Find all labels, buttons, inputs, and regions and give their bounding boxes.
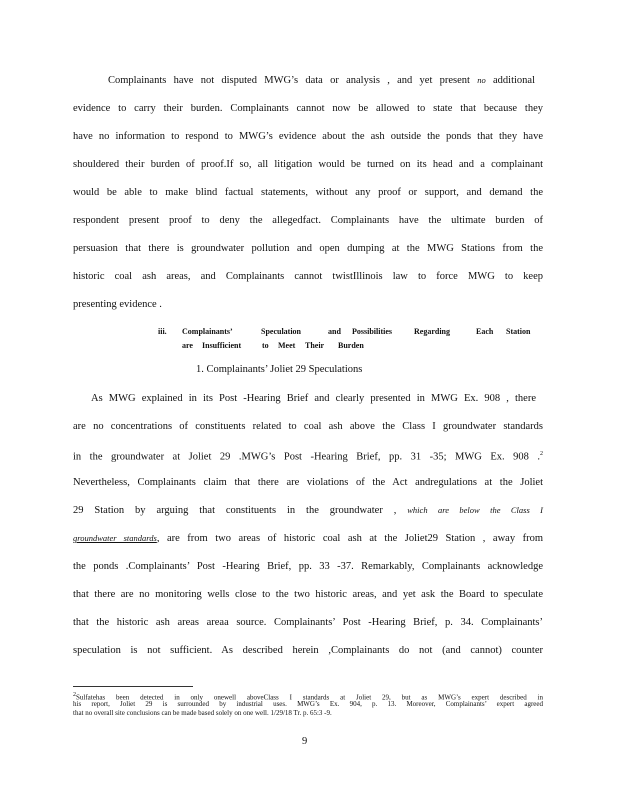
footnote-line-2: his report, Joliet 29 is surrounded by industrial uses. MWG’s Ex. 904, p. 13. Moreover, Complainants’ expert agreed (73, 700, 543, 708)
para1-line-9: presenting evidence . (73, 299, 162, 310)
heading-word-6: Each (476, 327, 494, 336)
heading-word-13: Burden (338, 341, 364, 350)
heading-word-12: Their (305, 341, 325, 350)
heading-word-4: Possibilities (352, 327, 393, 336)
para1-line-7: persuasion that there is groundwater pollution and open dumping at the MWG Stations from the (73, 243, 543, 254)
para2-line-4: Nevertheless, Complainants claim that there are violations of the Act andregulations at the Joliet (73, 477, 543, 488)
para2-line-3: in the groundwater at Joliet 29 .MWG’s Post -Hearing Brief, pp. 31 -35; MWG Ex. 908 .$^2$ (73, 451, 543, 463)
heading-word-11: Meet (278, 341, 296, 350)
heading-word-3: and (328, 327, 341, 336)
para2-italic: which are below the Class I (407, 505, 544, 515)
para2-italic-underlined: groundwater standards (73, 533, 157, 543)
para2-line-7: the ponds .Complainants’ Post -Hearing Brief, pp. 33 -37. Remarkably, Complainants acknowledge (73, 561, 543, 572)
para1-line-2: evidence to carry their burden. Complainants cannot now be allowed to state that because they (73, 103, 543, 114)
section-numeral: iii. (158, 327, 167, 336)
footnote-divider (73, 686, 193, 687)
heading-word-5: Regarding (414, 327, 450, 336)
para1-line-4: shouldered their burden of proof.If so, all litigation would be turned on its head and a complainant (73, 159, 543, 170)
para1-line-5: would be able to make blind factual statements, without any proof or support, and demand the (73, 187, 543, 198)
heading-word-8: are (182, 341, 193, 350)
para1-line-1: Complainants have not disputed MWG’s data or analysis , and yet present no additional (108, 75, 536, 86)
footnote-line-1: $^2$Sulfatehas been detected in only onewell aboveClass I standards at Joliet 29, but as MWG’s expert described in (73, 692, 543, 702)
para2-line-10: speculation is not sufficient. As described herein ,Complainants do not (and cannot) counter (73, 645, 543, 656)
para1-line-6: respondent present proof to deny the allegedfact. Complainants have the ultimate burden of (73, 215, 543, 226)
heading-word-9: Insufficient (202, 341, 242, 350)
para1-line-3: have no information to respond to MWG’s evidence about the ash outside the ponds that they have (73, 131, 543, 142)
heading-word-7: Station (506, 327, 531, 336)
heading-word-2: Speculation (261, 327, 302, 336)
heading-word-10: to (262, 341, 269, 350)
subheading: 1. Complainants’ Joliet 29 Speculations (196, 364, 363, 375)
para2-line-2: are no concentrations of constituents related to coal ash above the Class I groundwater standards (73, 421, 543, 432)
para1-line-8: historic coal ash areas, and Complainants cannot twistIllinois law to force MWG to keep (73, 271, 543, 282)
footnote-line-3: that no overall site conclusions can be made based solely on one well. 1/29/18 Tr. p. 65:3 -9. (73, 709, 332, 717)
para2-line-6: groundwater standards, are from two areas of historic coal ash at the Joliet29 Station , away from (73, 533, 543, 544)
footnote-ref: 2 (540, 451, 543, 457)
para2-line-5: 29 Station by arguing that constituents in the groundwater , which are below the Class I (73, 505, 544, 516)
para2-line-8: that there are no monitoring wells close to the two historic areas, and yet ask the Board to speculate (73, 589, 543, 600)
para2-line-1: As MWG explained in its Post -Hearing Brief and clearly presented in MWG Ex. 908 , there (91, 393, 536, 404)
para2-line-9: that the historic ash areas areaa source. Complainants’ Post -Hearing Brief, p. 34. Complainants’ (73, 617, 543, 628)
page-number: 9 (302, 736, 308, 747)
para1-italic-no: no (477, 75, 486, 85)
heading-word-1: Complainants’ (182, 327, 233, 336)
